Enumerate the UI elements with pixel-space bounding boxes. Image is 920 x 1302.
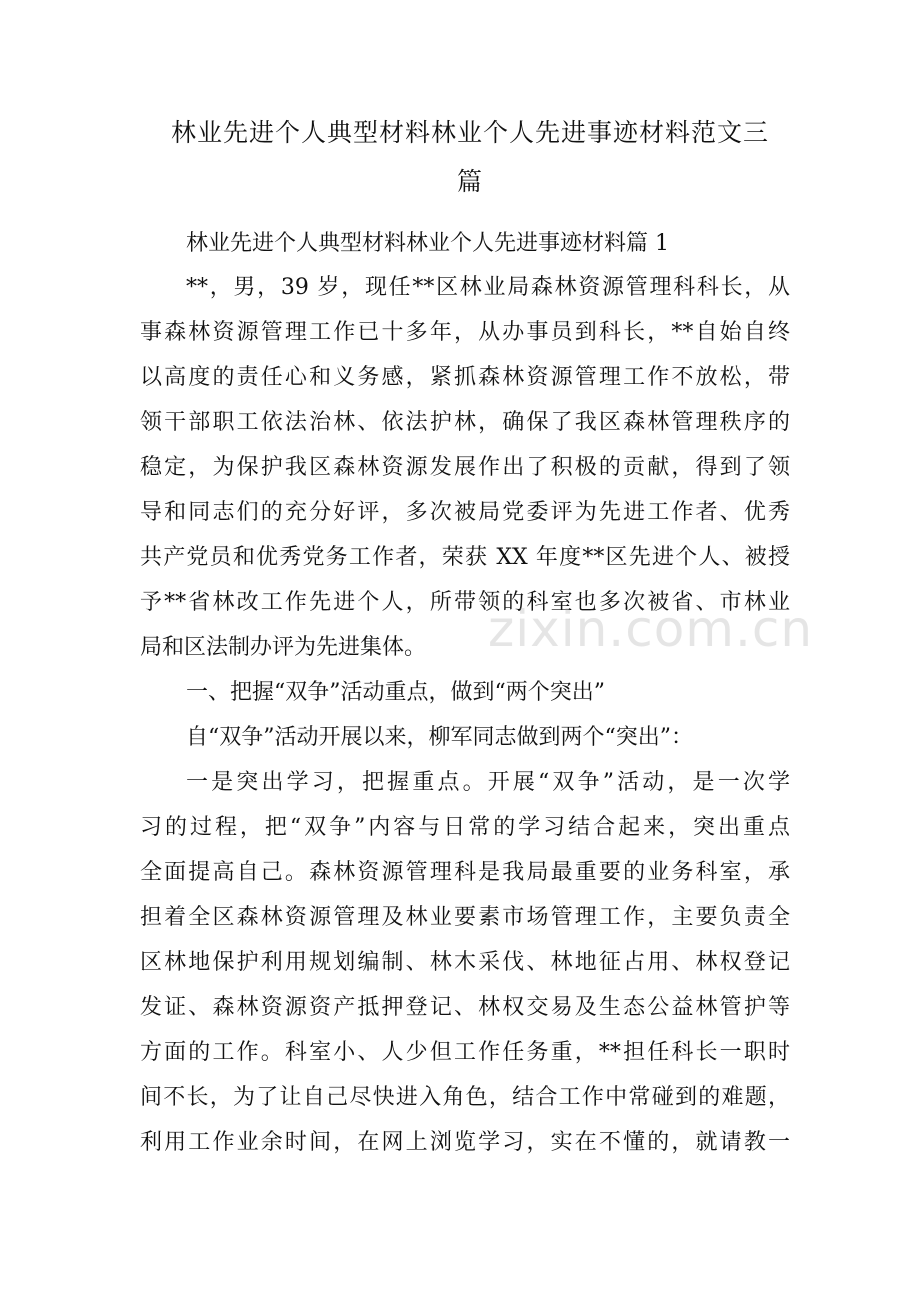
paragraph-line: 领干部职工依法治林、依法护林，确保了我区森林管理秩序的: [140, 410, 790, 435]
paragraph-line: 利用工作业余时间，在网上浏览学习，实在不懂的，就请教一: [140, 1130, 790, 1155]
paragraph-line: 局和区法制办评为先进集体。: [140, 635, 427, 660]
title-line-1: 林业先进个人典型材料林业个人先进事迹材料范文三: [170, 118, 769, 147]
paragraph-line: 共产党员和优秀党务工作者，荣获 XX 年度**区先进个人、被授: [140, 545, 790, 570]
document-title: [140, 108, 800, 206]
paragraph-line: 事森林资源管理工作已十多年，从办事员到科长，**自始自终: [140, 320, 790, 345]
paragraph-line: 以高度的责任心和义务感，紧抓森林资源管理工作不放松，带: [140, 365, 790, 390]
paragraph-line: 区林地保护利用规划编制、林木采伐、林地征占用、林权登记: [140, 950, 790, 975]
paragraph-line: 担着全区森林资源管理及林业要素市场管理工作，主要负责全: [140, 905, 790, 930]
paragraph-line: 一是突出学习，把握重点。开展“双争”活动，是一次学: [186, 770, 790, 795]
paragraph-line: 全面提高自己。森林资源管理科是我局最重要的业务科室，承: [140, 860, 790, 885]
paragraph-line: 稳定，为保护我区森林资源发展作出了积极的贡献，得到了领: [140, 455, 790, 480]
paragraph-line: 发证、森林资源资产抵押登记、林权交易及生态公益林管护等: [140, 995, 790, 1020]
section-heading: 一、把握“双争”活动重点，做到“两个突出”: [186, 680, 605, 705]
title-line-2: 篇: [456, 167, 483, 196]
paragraph-line: 间不长，为了让自己尽快进入角色，结合工作中常碰到的难题，: [140, 1085, 790, 1110]
paragraph-line: 习的过程，把“双争”内容与日常的学习结合起来，突出重点: [140, 815, 790, 840]
paragraph-line: 方面的工作。科室小、人少但工作任务重，**担任科长一职时: [140, 1040, 790, 1065]
paragraph-line: 予**省林改工作先进个人，所带领的科室也多次被省、市林业: [140, 590, 790, 615]
section-heading: 林业先进个人典型材料林业个人先进事迹材料篇 1: [186, 231, 669, 256]
paragraph-line: 导和同志们的充分好评，多次被局党委评为先进工作者、优秀: [140, 500, 790, 525]
paragraph-line: 自“双争”活动开展以来，柳军同志做到两个“突出”：: [186, 725, 693, 750]
watermark: zixin.com.cn: [488, 600, 814, 658]
paragraph-line: **，男，39 岁，现任**区林业局森林资源管理科科长，从: [186, 275, 790, 300]
